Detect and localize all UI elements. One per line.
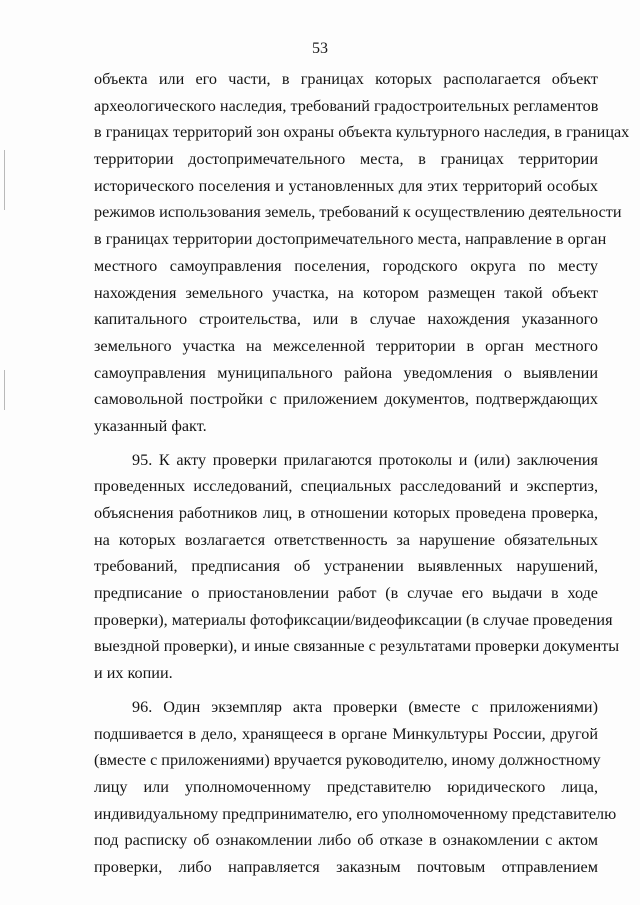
text-line: указанный факт. (94, 416, 207, 435)
text-line: выездной проверки), и иные связанные с результатами проверки документы (94, 637, 620, 656)
text-line: (вместе с приложениями) вручается руководителю, иному должностному (94, 751, 601, 770)
paragraph (94, 66, 630, 440)
text-line: режимов использования земель, требований к осуществлению деятельности (94, 203, 622, 222)
paragraph-gap (94, 687, 598, 694)
text-line: археологического наследия, требований градостроительных регламентов (94, 96, 599, 115)
text-line: проверки), материалы фотофиксации/видеофиксации (в случае проведения (94, 610, 613, 629)
text-line: капитального строительства, или в случае нахождения указанного (94, 310, 598, 329)
text-line: самоуправления муниципального района уведомления о выявлении (94, 363, 598, 382)
text-line: территории достопримечательного места, в границах территории (94, 150, 598, 169)
text-line: исторического поселения и установленных для этих территорий особых (94, 176, 598, 195)
text-line: на которых возлагается ответственность за нарушение обязательных (94, 530, 598, 549)
text-line: земельного участка на межселенной территории в орган местного (94, 336, 598, 355)
text-line: объекта или его части, в границах которых располагается объект (94, 70, 598, 88)
text-line: под расписку об ознакомлении либо об отказе в ознакомлении с актом (94, 831, 598, 850)
text-line: местного самоуправления поселения, городского округа по месту (94, 256, 598, 275)
document-body (94, 66, 630, 881)
text-line: индивидуальному предпринимателю, его уполномоченному представителю (94, 804, 617, 823)
text-line: проверки, либо направляется заказным почтовым отправлением (94, 857, 598, 876)
paragraph (94, 694, 617, 881)
text-line: лицу или уполномоченному представителю юридического лица, (94, 777, 598, 796)
scan-edge-mark (4, 370, 5, 410)
text-line: нахождения земельного участка, на котором размещен такой объект (94, 283, 598, 302)
text-line: предписание о приостановлении работ (в случае его выдачи в ходе (94, 584, 598, 603)
page-number: 53 (312, 40, 328, 57)
text-line: в границах территорий зон охраны объекта культурного наследия, в границах (94, 123, 630, 142)
text-line: требований, предписания об устранении выявленных нарушений, (94, 557, 598, 576)
text-line: 96. Один экземпляр акта проверки (вместе с приложениями) (132, 697, 598, 716)
text-line: самовольной постройки с приложением документов, подтверждающих (94, 390, 598, 409)
text-line: подшивается в дело, хранящееся в органе Минкультуры России, другой (94, 724, 598, 743)
text-line: объяснения работников лиц, в отношении которых проведена проверка, (94, 504, 598, 522)
scan-edge-mark (4, 150, 5, 210)
text-line: в границах территории достопримечательного места, направление в орган (94, 230, 607, 249)
paragraph-gap (94, 440, 598, 447)
text-line: и их копии. (94, 664, 173, 683)
paragraph (94, 447, 620, 687)
text-line: 95. К акту проверки прилагаются протоколы и (или) заключения (132, 450, 598, 469)
text-line: проведенных исследований, специальных расследований и экспертиз, (94, 477, 598, 496)
